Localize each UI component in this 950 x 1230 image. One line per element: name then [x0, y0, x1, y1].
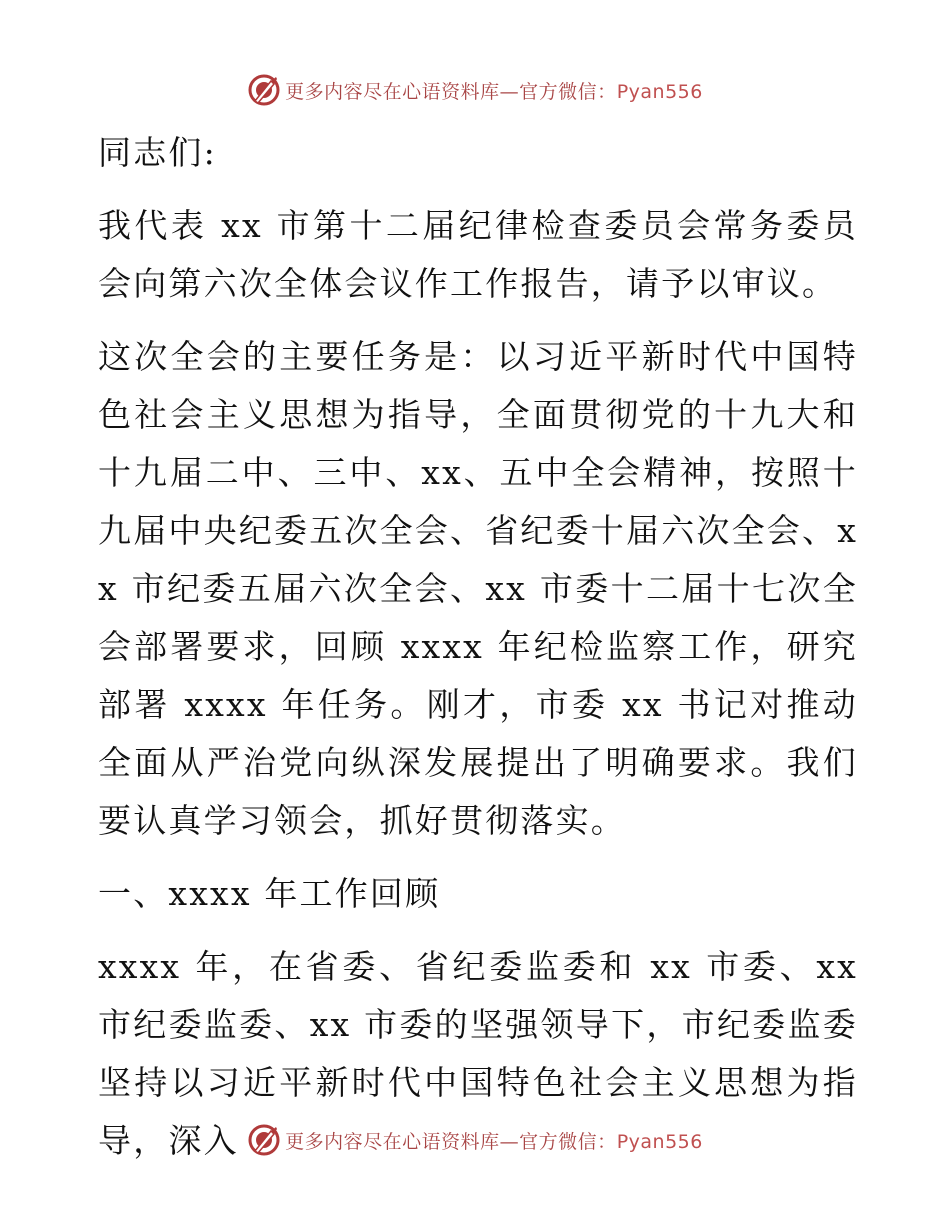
- salutation: 同志们:: [98, 133, 217, 172]
- paragraph-intro: 我代表 xx 市第十二届纪律检查委员会常务委员会向第六次全体会议作工作报告，请予以审议。: [98, 206, 858, 303]
- watermark-text: 更多内容尽在心语资料库—官方微信：Pyan556: [285, 1130, 703, 1153]
- watermark-text: 更多内容尽在心语资料库—官方微信：Pyan556: [285, 80, 703, 103]
- header-watermark: [0, 70, 950, 110]
- pen-logo-icon: [247, 1123, 281, 1157]
- paragraph-review: xxxx 年，在省委、省纪委监委和 xx 市委、xx 市纪委监委、xx 市委的坚强领导下，市纪委监委坚持以习近平新时代中国特色社会主义思想为指导，深入: [98, 947, 858, 1160]
- section-heading: 一、xxxx 年工作回顾: [98, 874, 441, 913]
- document-body: [98, 124, 858, 1170]
- pen-logo-icon: [247, 73, 281, 107]
- footer-watermark: [0, 1120, 950, 1160]
- paragraph-task: 这次全会的主要任务是：以习近平新时代中国特色社会主义思想为指导，全面贯彻党的十九大和十九届二中、三中、xx、五中全会精神，按照十九届中央纪委五次全会、省纪委十届六次全会、xx 市纪委五届六次全会、xx 市委十二届十七次全会部署要求，回顾 xxxx 年纪检监察工作，研究部署 xxxx 年任务。刚才，市委 xx 书记对推动全面从严治党向纵深发展提出了明确要求。我们要认真学习领会，抓好贯彻落实。: [98, 337, 859, 840]
